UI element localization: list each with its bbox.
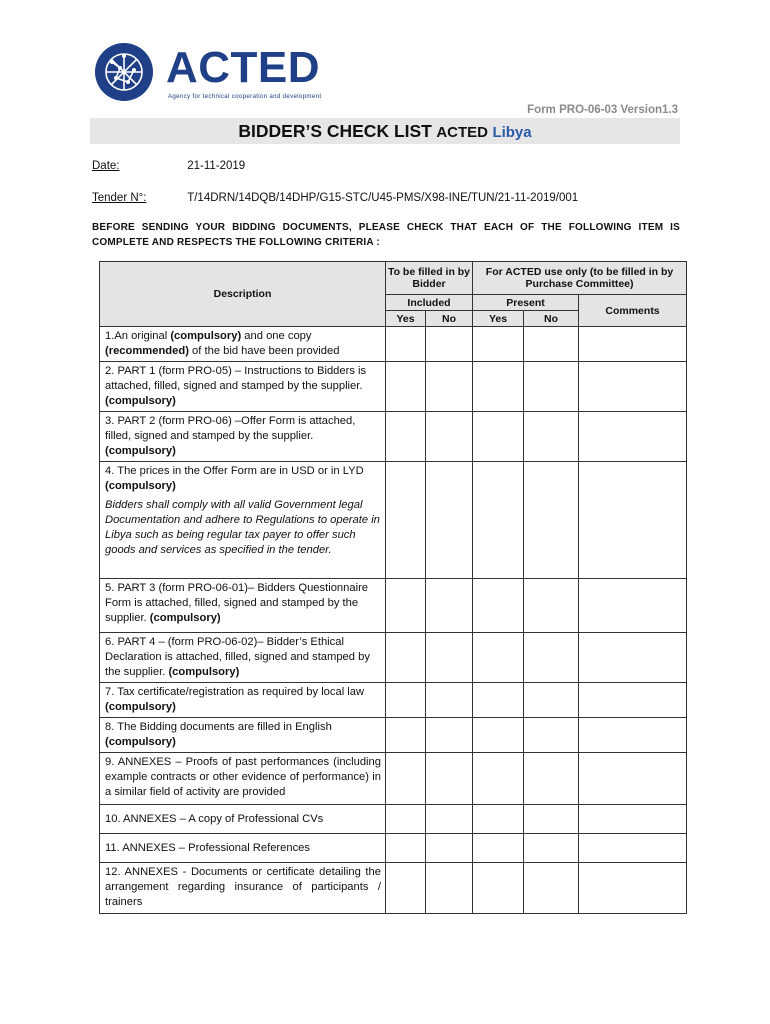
bidder-yes-cell[interactable]	[386, 718, 426, 753]
acted-yes-cell[interactable]	[473, 462, 524, 579]
comments-cell[interactable]	[579, 834, 687, 863]
row-description: 2. PART 1 (form PRO-05) – Instructions to Bidders is attached, filled, signed and stamped by the supplier. (compulsory)	[100, 362, 386, 412]
acted-yes-cell[interactable]	[473, 718, 524, 753]
tender-row	[92, 192, 578, 204]
acted-yes-cell[interactable]	[473, 683, 524, 718]
acted-yes-cell[interactable]	[473, 863, 524, 914]
comments-cell[interactable]	[579, 753, 687, 805]
row-description: 9. ANNEXES – Proofs of past performances (including example contracts or other evidence of performance) in a similar field of activity are provided	[100, 753, 386, 805]
comments-cell[interactable]	[579, 633, 687, 683]
comments-cell[interactable]	[579, 412, 687, 462]
bidder-yes-cell[interactable]	[386, 863, 426, 914]
bidder-yes-cell[interactable]	[386, 462, 426, 579]
date-value: 21-11-2019	[187, 160, 246, 172]
bidder-yes-cell[interactable]	[386, 753, 426, 805]
tender-value: T/14DRN/14DQB/14DHP/G15-STC/U45-PMS/X98-INE/TUN/21-11-2019/001	[187, 192, 579, 204]
acted-no-cell[interactable]	[524, 412, 579, 462]
acted-no-cell[interactable]	[524, 718, 579, 753]
acted-yes-cell[interactable]	[473, 362, 524, 412]
title-main: BIDDER’S CHECK LIST	[238, 121, 432, 141]
acted-no-cell[interactable]	[524, 462, 579, 579]
header-description: Description	[100, 262, 386, 327]
form-reference: Form PRO-06-03 Version1.3	[527, 104, 678, 116]
bidder-no-cell[interactable]	[426, 683, 473, 718]
row-description: 12. ANNEXES - Documents or certificate detailing the arrangement regarding insurance of participants / trainers	[100, 863, 386, 914]
table-row	[100, 412, 687, 462]
bidder-no-cell[interactable]	[426, 718, 473, 753]
header-comments: Comments	[579, 295, 687, 327]
acted-no-cell[interactable]	[524, 327, 579, 362]
table-row	[100, 683, 687, 718]
row-description: 11. ANNEXES – Professional References	[100, 834, 386, 863]
logo-wordmark: ACTED	[166, 43, 321, 92]
acted-yes-cell[interactable]	[473, 579, 524, 633]
header-acted-no: No	[524, 311, 579, 327]
bidder-no-cell[interactable]	[426, 805, 473, 834]
table-row	[100, 863, 687, 914]
table-row	[100, 327, 687, 362]
table-row	[100, 805, 687, 834]
bidder-yes-cell[interactable]	[386, 412, 426, 462]
row-description: 1.An original (compulsory) and one copy (recommended) of the bid have been provided	[100, 327, 386, 362]
header-present: Present	[473, 295, 579, 311]
comments-cell[interactable]	[579, 805, 687, 834]
bidder-no-cell[interactable]	[426, 579, 473, 633]
acted-yes-cell[interactable]	[473, 753, 524, 805]
bidder-yes-cell[interactable]	[386, 362, 426, 412]
header-bidder-yes: Yes	[386, 311, 426, 327]
acted-no-cell[interactable]	[524, 805, 579, 834]
acted-yes-cell[interactable]	[473, 412, 524, 462]
table-row	[100, 834, 687, 863]
comments-cell[interactable]	[579, 863, 687, 914]
bidder-yes-cell[interactable]	[386, 805, 426, 834]
header-acted-yes: Yes	[473, 311, 524, 327]
row-description: 8. The Bidding documents are filled in English (compulsory)	[100, 718, 386, 753]
comments-cell[interactable]	[579, 327, 687, 362]
bidder-no-cell[interactable]	[426, 863, 473, 914]
comments-cell[interactable]	[579, 462, 687, 579]
bidder-no-cell[interactable]	[426, 633, 473, 683]
table-row	[100, 718, 687, 753]
acted-no-cell[interactable]	[524, 683, 579, 718]
acted-logo	[94, 42, 364, 104]
row-description: 4. The prices in the Offer Form are in USD or in LYD (compulsory) Bidders shall comply with all valid Government legal Documentation and adhere to Regulations to operate in Libya such as being regular tax payer to offer such goods and services as specified in the tender.	[100, 462, 386, 579]
bidder-no-cell[interactable]	[426, 412, 473, 462]
acted-yes-cell[interactable]	[473, 805, 524, 834]
acted-globe-logo-icon	[94, 42, 154, 102]
table-row	[100, 462, 687, 579]
tender-label: Tender N°:	[92, 192, 147, 204]
bidder-yes-cell[interactable]	[386, 683, 426, 718]
row-description: 10. ANNEXES – A copy of Professional CVs	[100, 805, 386, 834]
title-location: Libya	[492, 124, 532, 141]
header-included: Included	[386, 295, 473, 311]
acted-yes-cell[interactable]	[473, 327, 524, 362]
bidder-no-cell[interactable]	[426, 327, 473, 362]
row-description: 3. PART 2 (form PRO-06) –Offer Form is attached, filled, signed and stamped by the supplier. (compulsory)	[100, 412, 386, 462]
row-description: 7. Tax certificate/registration as required by local law (compulsory)	[100, 683, 386, 718]
page-title	[90, 118, 680, 144]
bidder-yes-cell[interactable]	[386, 327, 426, 362]
row-description: 6. PART 4 – (form PRO-06-02)– Bidder’s Ethical Declaration is attached, filled, signed and stamped by the supplier. (compulsory)	[100, 633, 386, 683]
table-row	[100, 753, 687, 805]
acted-no-cell[interactable]	[524, 753, 579, 805]
table-row	[100, 633, 687, 683]
bidder-no-cell[interactable]	[426, 834, 473, 863]
acted-no-cell[interactable]	[524, 362, 579, 412]
acted-no-cell[interactable]	[524, 579, 579, 633]
header-acted-use: For ACTED use only (to be filled in by Purchase Committee)	[473, 262, 687, 295]
bidder-yes-cell[interactable]	[386, 633, 426, 683]
bidder-no-cell[interactable]	[426, 753, 473, 805]
row-description: 5. PART 3 (form PRO-06-01)– Bidders Questionnaire Form is attached, filled, signed and stamped by the supplier. (compulsory)	[100, 579, 386, 633]
acted-yes-cell[interactable]	[473, 834, 524, 863]
date-row	[92, 160, 245, 172]
date-label: Date:	[92, 160, 120, 172]
checklist-table	[99, 261, 687, 914]
title-org: ACTED	[436, 124, 488, 141]
bidder-yes-cell[interactable]	[386, 579, 426, 633]
table-row	[100, 579, 687, 633]
comments-cell[interactable]	[579, 683, 687, 718]
logo-tagline: Agency for technical cooperation and development	[168, 93, 322, 100]
acted-no-cell[interactable]	[524, 863, 579, 914]
acted-no-cell[interactable]	[524, 633, 579, 683]
bidder-no-cell[interactable]	[426, 462, 473, 579]
comments-cell[interactable]	[579, 579, 687, 633]
comments-cell[interactable]	[579, 718, 687, 753]
row-note: Bidders shall comply with all valid Government legal Documentation and adhere to Regulations to operate in Libya such as being regular tax payer to offer such goods and services as specified in the tender.	[105, 499, 380, 556]
header-bidder: To be filled in by Bidder	[386, 262, 473, 295]
instructions-text: BEFORE SENDING YOUR BIDDING DOCUMENTS, PLEASE CHECK THAT EACH OF THE FOLLOWING ITEM IS COMPLETE AND RESPECTS THE FOLLOWING CRITERIA :	[92, 222, 680, 248]
acted-yes-cell[interactable]	[473, 633, 524, 683]
bidder-no-cell[interactable]	[426, 362, 473, 412]
acted-no-cell[interactable]	[524, 834, 579, 863]
comments-cell[interactable]	[579, 362, 687, 412]
bidder-yes-cell[interactable]	[386, 834, 426, 863]
header-bidder-no: No	[426, 311, 473, 327]
table-row	[100, 362, 687, 412]
